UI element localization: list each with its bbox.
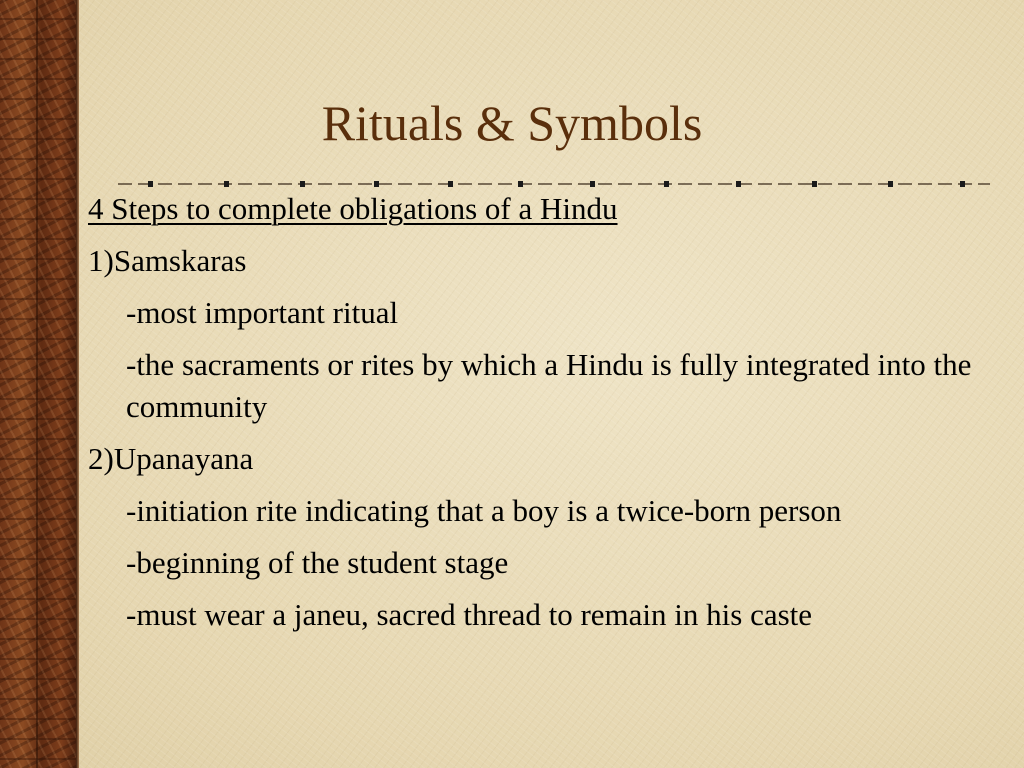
step-1-point: -the sacraments or rites by which a Hindu is fully integrated into the community [126, 347, 972, 424]
slide-title: Rituals & Symbols [321, 95, 703, 151]
step-1-point: -most important ritual [126, 295, 399, 330]
step-2-point: -beginning of the student stage [126, 545, 509, 580]
step-2-point: -must wear a janeu, sacred thread to remain in his caste [126, 597, 813, 632]
step-2-point: -initiation rite indicating that a boy is a twice-born person [126, 493, 842, 528]
step-2-label: 2)Upanayana [88, 441, 254, 476]
section-heading: 4 Steps to complete obligations of a Hindu [88, 191, 618, 226]
step-1-label: 1)Samskaras [88, 243, 247, 278]
slide-body [88, 188, 978, 636]
